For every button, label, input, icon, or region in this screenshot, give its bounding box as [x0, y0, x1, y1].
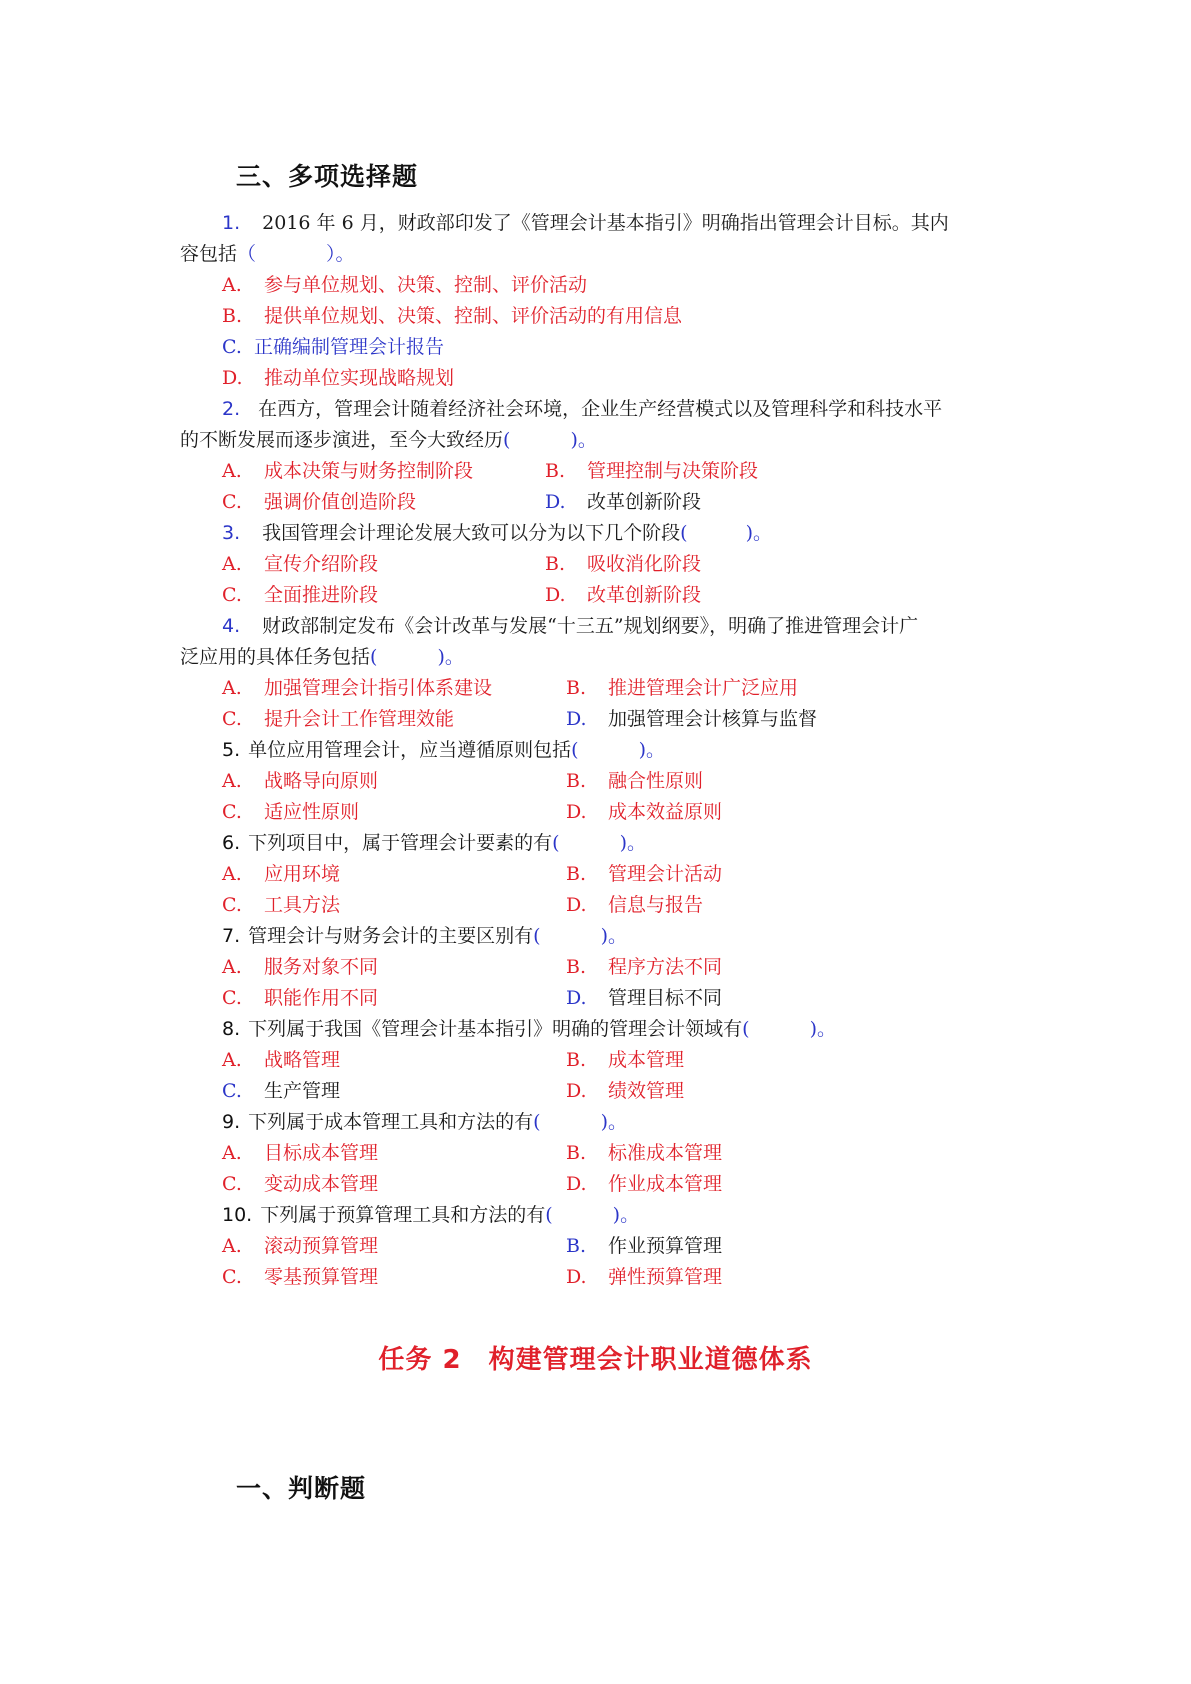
- option-letter: D.: [566, 1173, 587, 1195]
- question-text: 下列项目中，属于管理会计要素的有: [248, 832, 553, 854]
- question-1-option-a: [222, 270, 587, 301]
- option-text: 提升会计工作管理效能: [264, 708, 455, 730]
- option-letter: B.: [545, 460, 566, 482]
- answer-paren-open: (: [370, 646, 378, 668]
- question-5-option-d: [566, 797, 722, 828]
- question-10-option-d: [566, 1262, 722, 1293]
- question-text: 下列属于预算管理工具和方法的有: [260, 1204, 546, 1226]
- option-text: 推动单位实现战略规划: [264, 367, 455, 389]
- option-text: 正确编制管理会计报告: [254, 336, 445, 358]
- option-letter: C.: [222, 491, 242, 513]
- option-letter: B.: [566, 770, 587, 792]
- option-text: 吸收消化阶段: [587, 553, 702, 575]
- option-text: 作业预算管理: [608, 1235, 723, 1257]
- option-letter: B.: [566, 1049, 587, 1071]
- answer-paren-close: )。: [437, 646, 464, 668]
- question-3-option-a: [222, 549, 378, 580]
- question-number: 5.: [222, 739, 241, 761]
- option-text: 改革创新阶段: [587, 584, 702, 606]
- option-text: 融合性原则: [608, 770, 704, 792]
- option-text: 作业成本管理: [608, 1173, 723, 1195]
- answer-paren-open: (: [680, 522, 688, 544]
- question-2-line-2: [180, 425, 597, 456]
- option-text: 绩效管理: [608, 1080, 685, 1102]
- question-6-option-d: [566, 890, 703, 921]
- option-text: 成本效益原则: [608, 801, 723, 823]
- question-number: 6.: [222, 832, 241, 854]
- option-text: 全面推进阶段: [264, 584, 379, 606]
- answer-paren-open: (: [571, 739, 579, 761]
- answer-paren-close: )。: [612, 1204, 640, 1226]
- option-text: 管理目标不同: [608, 987, 723, 1009]
- answer-paren-open: (: [533, 925, 541, 947]
- question-7-option-b: [566, 952, 722, 983]
- option-text: 适应性原则: [264, 801, 360, 823]
- question-9-option-b: [566, 1138, 722, 1169]
- answer-paren-close: )。: [638, 739, 665, 761]
- option-letter: B.: [566, 677, 587, 699]
- question-5-option-a: [222, 766, 378, 797]
- question-7-option-d: [566, 983, 722, 1014]
- option-text: 强调价值创造阶段: [264, 491, 417, 513]
- question-text: 泛应用的具体任务包括: [180, 646, 371, 668]
- question-text: 财政部制定发布《会计改革与发展“十三五”规划纲要》，明确了推进管理会计广: [262, 615, 919, 637]
- option-letter: D.: [545, 491, 566, 513]
- question-9-line-1: [222, 1107, 627, 1138]
- question-number: 4.: [222, 615, 241, 637]
- question-4-line-1: [222, 611, 918, 642]
- option-letter: D.: [566, 801, 587, 823]
- question-text: 管理会计与财务会计的主要区别有: [248, 925, 534, 947]
- question-text: 下列属于成本管理工具和方法的有: [248, 1111, 534, 1133]
- question-10-option-c: [222, 1262, 378, 1293]
- question-5-line-1: [222, 735, 665, 766]
- option-text: 工具方法: [264, 894, 341, 916]
- option-text: 宣传介绍阶段: [264, 553, 379, 575]
- question-2-option-a: [222, 456, 473, 487]
- option-letter: A.: [222, 1049, 242, 1071]
- question-6-option-c: [222, 890, 340, 921]
- option-letter: D.: [566, 894, 587, 916]
- question-9-option-a: [222, 1138, 378, 1169]
- question-3-option-d: [545, 580, 701, 611]
- option-text: 职能作用不同: [264, 987, 379, 1009]
- option-letter: A.: [222, 460, 242, 482]
- option-letter: C.: [222, 1173, 242, 1195]
- option-letter: C.: [222, 987, 242, 1009]
- question-2-line-1: [222, 394, 942, 425]
- option-text: 标准成本管理: [608, 1142, 723, 1164]
- question-1-line-1: [222, 208, 949, 239]
- option-letter: B.: [566, 1142, 587, 1164]
- task-title: 任务 2 构建管理会计职业道德体系: [378, 1345, 813, 1375]
- question-7-line-1: [222, 921, 627, 952]
- question-2-option-b: [545, 456, 758, 487]
- question-text: 容包括: [180, 243, 238, 265]
- question-6-option-a: [222, 859, 340, 890]
- question-number: 10.: [222, 1204, 253, 1226]
- question-3-option-c: [222, 580, 378, 611]
- option-text: 管理控制与决策阶段: [587, 460, 759, 482]
- answer-paren-open: (: [545, 1204, 553, 1226]
- question-7-option-c: [222, 983, 378, 1014]
- option-letter: A.: [222, 274, 242, 296]
- question-1-line-2: [180, 239, 355, 270]
- answer-paren-open: (: [503, 429, 511, 451]
- option-text: 推进管理会计广泛应用: [608, 677, 799, 699]
- option-letter: A.: [222, 1142, 242, 1164]
- option-text: 信息与报告: [608, 894, 704, 916]
- question-9-option-d: [566, 1169, 722, 1200]
- option-letter: A.: [222, 956, 242, 978]
- section-heading-multiple-choice: 三、多项选择题: [236, 162, 419, 191]
- section-heading-judgment: 一、判断题: [236, 1474, 367, 1503]
- option-text: 程序方法不同: [608, 956, 723, 978]
- option-text: 应用环境: [264, 863, 341, 885]
- answer-paren-close: )。: [619, 832, 646, 854]
- option-text: 生产管理: [264, 1080, 341, 1102]
- option-text: 战略管理: [264, 1049, 341, 1071]
- answer-paren-open: (: [533, 1111, 541, 1133]
- option-letter: C.: [222, 801, 242, 823]
- answer-paren-close: )。: [809, 1018, 836, 1040]
- option-text: 战略导向原则: [264, 770, 379, 792]
- question-5-option-c: [222, 797, 359, 828]
- answer-paren-close: )。: [600, 1111, 627, 1133]
- question-10-line-1: [222, 1200, 639, 1231]
- option-letter: C.: [222, 584, 242, 606]
- question-4-option-d: [566, 704, 817, 735]
- option-letter: B.: [566, 956, 587, 978]
- question-9-option-c: [222, 1169, 378, 1200]
- option-letter: B.: [566, 863, 587, 885]
- question-8-option-d: [566, 1076, 684, 1107]
- option-letter: B.: [566, 1235, 587, 1257]
- option-text: 管理会计活动: [608, 863, 723, 885]
- question-text: 在西方，管理会计随着经济社会环境，企业生产经营模式以及管理科学和科技水平: [258, 398, 943, 420]
- question-4-option-c: [222, 704, 454, 735]
- question-3-option-b: [545, 549, 701, 580]
- option-letter: A.: [222, 770, 242, 792]
- option-text: 成本决策与财务控制阶段: [264, 460, 474, 482]
- option-text: 零基预算管理: [264, 1266, 379, 1288]
- option-letter: B.: [545, 553, 566, 575]
- option-text: 参与单位规划、决策、控制、评价活动: [264, 274, 588, 296]
- question-text: 下列属于我国《管理会计基本指引》明确的管理会计领域有: [248, 1018, 743, 1040]
- question-5-option-b: [566, 766, 703, 797]
- question-3-line-1: [222, 518, 772, 549]
- question-6-line-1: [222, 828, 646, 859]
- question-text: 2016 年 6 月，财政部印发了《管理会计基本指引》明确指出管理会计目标。其内: [262, 212, 949, 234]
- option-letter: D.: [566, 708, 587, 730]
- question-8-option-b: [566, 1045, 684, 1076]
- option-text: 成本管理: [608, 1049, 685, 1071]
- option-text: 目标成本管理: [264, 1142, 379, 1164]
- option-text: 改革创新阶段: [587, 491, 702, 513]
- question-number: 2.: [222, 398, 241, 420]
- option-letter: D.: [222, 367, 243, 389]
- option-letter: A.: [222, 863, 242, 885]
- answer-paren-close: )。: [745, 522, 772, 544]
- option-letter: C.: [222, 708, 242, 730]
- question-2-option-c: [222, 487, 416, 518]
- question-4-option-a: [222, 673, 492, 704]
- question-text: 我国管理会计理论发展大致可以分为以下几个阶段: [262, 522, 681, 544]
- option-letter: C.: [222, 336, 242, 358]
- question-2-option-d: [545, 487, 701, 518]
- question-text: 的不断发展而逐步演进，至今大致经历: [180, 429, 504, 451]
- answer-paren-close: )。: [570, 429, 597, 451]
- question-number: 9.: [222, 1111, 241, 1133]
- question-number: 7.: [222, 925, 241, 947]
- question-1-option-b: [222, 301, 682, 332]
- answer-paren-close: )。: [600, 925, 627, 947]
- option-text: 弹性预算管理: [608, 1266, 723, 1288]
- option-letter: A.: [222, 677, 242, 699]
- answer-paren-close: ）。: [326, 243, 355, 265]
- question-6-option-b: [566, 859, 722, 890]
- option-letter: D.: [566, 1266, 587, 1288]
- question-10-option-b: [566, 1231, 722, 1262]
- option-letter: C.: [222, 894, 242, 916]
- option-text: 滚动预算管理: [264, 1235, 379, 1257]
- option-text: 提供单位规划、决策、控制、评价活动的有用信息: [264, 305, 683, 327]
- option-letter: D.: [566, 987, 587, 1009]
- option-text: 加强管理会计核算与监督: [608, 708, 818, 730]
- option-letter: A.: [222, 1235, 242, 1257]
- question-10-option-a: [222, 1231, 378, 1262]
- question-number: 3.: [222, 522, 241, 544]
- question-number: 8.: [222, 1018, 241, 1040]
- option-text: 变动成本管理: [264, 1173, 379, 1195]
- question-8-option-c: [222, 1076, 340, 1107]
- question-8-option-a: [222, 1045, 340, 1076]
- question-1-option-d: [222, 363, 454, 394]
- question-4-option-b: [566, 673, 798, 704]
- answer-paren-open: (: [742, 1018, 750, 1040]
- option-letter: D.: [545, 584, 566, 606]
- option-letter: C.: [222, 1080, 242, 1102]
- option-letter: D.: [566, 1080, 587, 1102]
- question-8-line-1: [222, 1014, 836, 1045]
- option-letter: B.: [222, 305, 243, 327]
- question-number: 1.: [222, 212, 241, 234]
- answer-paren-open: (: [552, 832, 560, 854]
- option-letter: A.: [222, 553, 242, 575]
- question-7-option-a: [222, 952, 378, 983]
- answer-paren-open: （: [237, 243, 257, 265]
- option-letter: C.: [222, 1266, 242, 1288]
- option-text: 服务对象不同: [264, 956, 379, 978]
- question-1-option-c: [222, 332, 444, 363]
- question-text: 单位应用管理会计，应当遵循原则包括: [248, 739, 572, 761]
- option-text: 加强管理会计指引体系建设: [264, 677, 493, 699]
- question-4-line-2: [180, 642, 464, 673]
